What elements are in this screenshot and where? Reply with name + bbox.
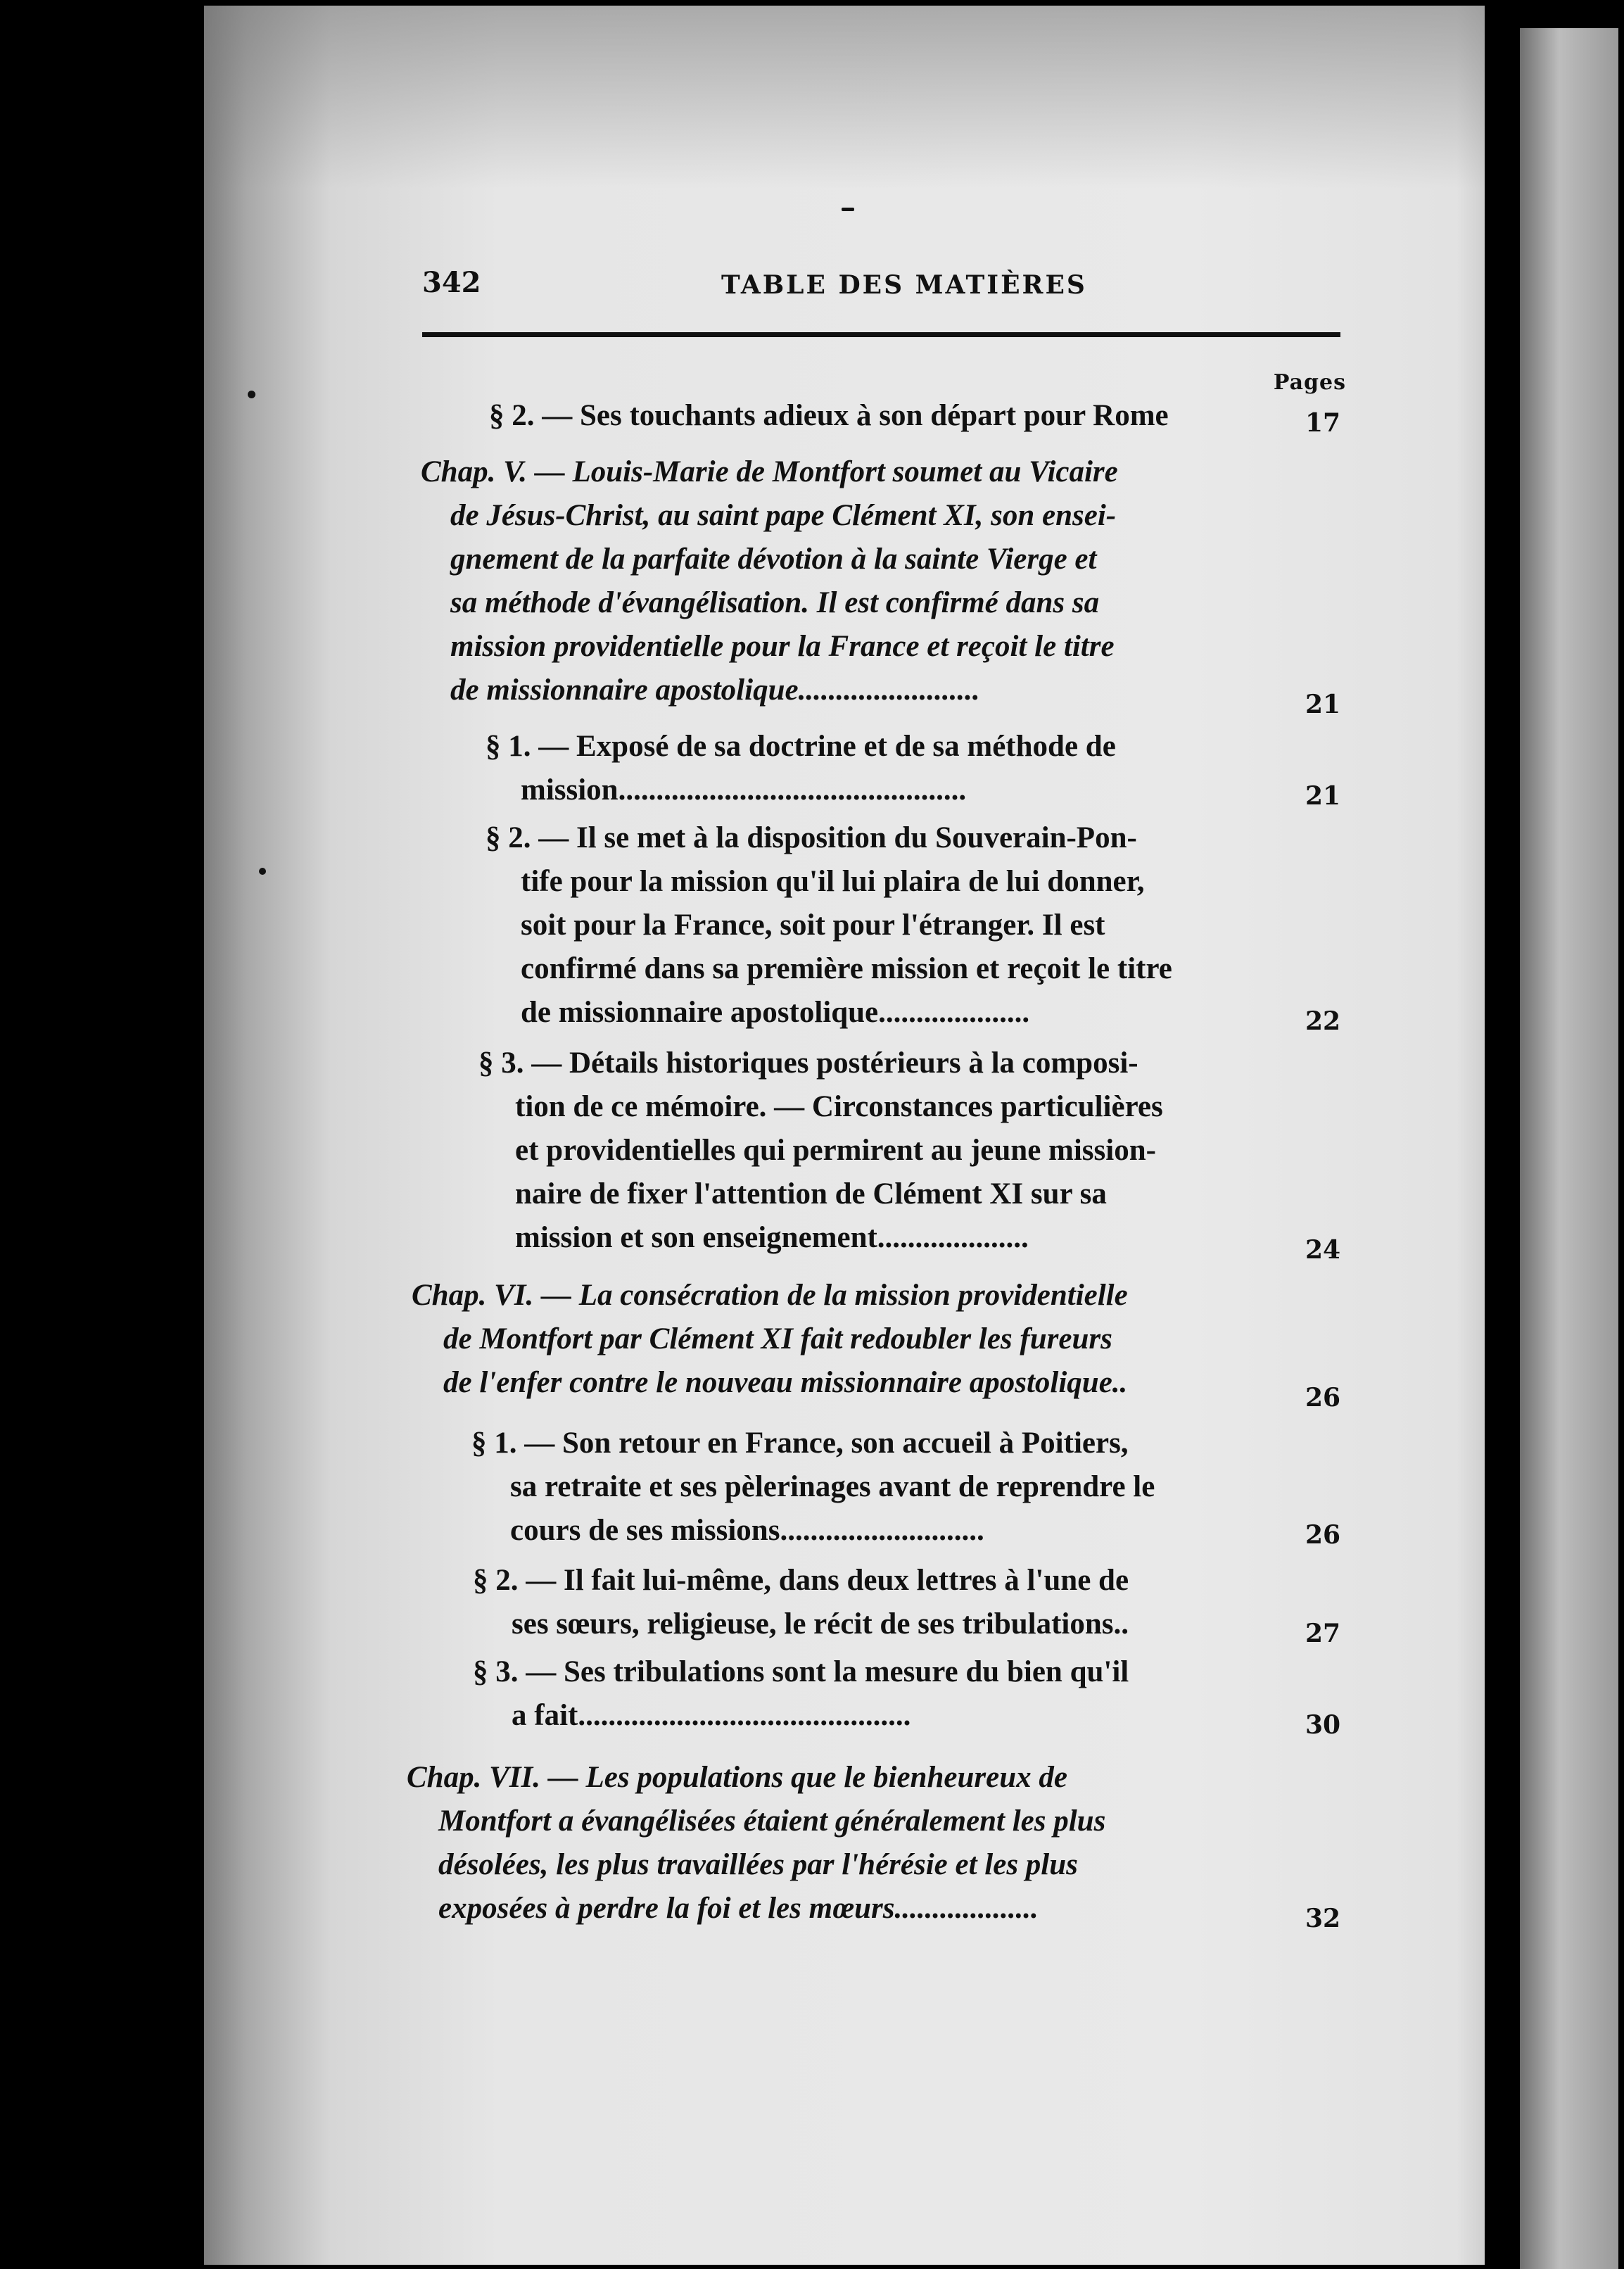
ink-speck [248,391,255,398]
toc-entry-line: confirmé dans sa première mission et reçoit le titre [521,952,1172,985]
toc-page-number: 30 [1305,1710,1341,1740]
toc-entry [478,1042,1163,1260]
toc-entry [489,394,1169,438]
page-shadow [204,6,1485,189]
toc-page-number: 22 [1305,1006,1341,1036]
ink-speck [259,868,266,875]
page-title: TABLE DES MATIÈRES [721,270,1087,300]
toc-entry-line: exposées à perdre la foi et les mœurs................... [438,1892,1039,1925]
toc-entry [471,1422,1155,1553]
toc-entry-line: de Montfort par Clément XI fait redoubler les fureurs [443,1322,1112,1355]
header-rule [422,332,1340,337]
toc-entry-line: sa retraite et ses pèlerinages avant de reprendre le [510,1470,1155,1503]
toc-page-number: 26 [1305,1383,1341,1412]
toc-chapter-entry [407,1756,1105,1930]
toc-entry-line: de Jésus-Christ, au saint pape Clément XI, son ensei- [450,499,1117,532]
toc-entry-line: soit pour la France, soit pour l'étranger. Il est [521,909,1105,942]
toc-page-number: 21 [1305,781,1341,811]
toc-entry-line: § 1. — Son retour en France, son accueil à Poitiers, [471,1427,1129,1460]
toc-entry-line: ses sœurs, religieuse, le récit de ses tribulations.. [512,1607,1129,1641]
toc-chapter-entry [412,1274,1128,1405]
toc-entry-line: mission.............................................. [521,773,967,807]
toc-entry-line: § 2. — Ses touchants adieux à son départ pour Rome [489,399,1169,432]
toc-entry-line: § 3. — Ses tribulations sont la mesure du bien qu'il [473,1655,1129,1688]
toc-chapter-entry [421,450,1118,712]
toc-entry-line: gnement de la parfaite dévotion à la sainte Vierge et [450,543,1097,576]
toc-entry [486,816,1172,1035]
toc-entry-line: Montfort a évangélisées étaient généralement les plus [438,1805,1106,1838]
page-number: 342 [422,266,481,299]
toc-entry-line: Chap. VI. — La consécration de la mission providentielle [412,1279,1128,1312]
toc-entry-line: tife pour la mission qu'il lui plaira de lui donner, [521,865,1145,898]
toc-page-number: 27 [1305,1619,1341,1648]
toc-entry-line: tion de ce mémoire. — Circonstances particulières [515,1090,1163,1123]
toc-entry-line: cours de ses missions........................... [510,1514,984,1547]
toc-entry-line: § 3. — Détails historiques postérieurs à la composi- [478,1047,1138,1080]
toc-entry-line: mission providentielle pour la France et reçoit le titre [450,630,1115,663]
toc-page-number: 17 [1305,408,1341,438]
pages-column-label: Pages [1273,370,1346,395]
toc-entry-line: de missionnaire apostolique........................ [450,674,980,707]
toc-page-number: 24 [1305,1235,1341,1265]
toc-entry-line: Chap. VII. — Les populations que le bienheureux de [407,1761,1067,1794]
toc-entry-line: § 1. — Exposé de sa doctrine et de sa méthode de [486,730,1116,763]
toc-entry-line: § 2. — Il se met à la disposition du Souverain-Pon- [486,821,1137,854]
toc-entry-line: Chap. V. — Louis-Marie de Montfort soumet au Vicaire [421,455,1118,488]
toc-entry-line: et providentielles qui permirent au jeune mission- [515,1134,1156,1167]
toc-entry-line: a fait............................................ [512,1699,911,1732]
toc-entry [486,725,1116,812]
toc-entry-line: désolées, les plus travaillées par l'hérésie et les plus [438,1848,1078,1881]
toc-page-number: 32 [1305,1904,1341,1933]
toc-entry-line: sa méthode d'évangélisation. Il est confirmé dans sa [450,586,1100,619]
toc-entry [473,1650,1129,1738]
toc-entry-line: de l'enfer contre le nouveau missionnaire apostolique.. [443,1366,1128,1399]
toc-page-number: 26 [1305,1520,1341,1550]
toc-entry-line: mission et son enseignement.................... [515,1221,1029,1254]
toc-entry-line: naire de fixer l'attention de Clément XI sur sa [515,1177,1107,1211]
adjacent-page-edge [1520,28,1618,2269]
toc-entry [473,1559,1129,1646]
toc-entry-line: de missionnaire apostolique.................... [521,996,1030,1029]
toc-entry-line: § 2. — Il fait lui-même, dans deux lettres à l'une de [473,1564,1129,1597]
toc-page-number: 21 [1305,690,1341,719]
ink-speck [842,208,854,211]
